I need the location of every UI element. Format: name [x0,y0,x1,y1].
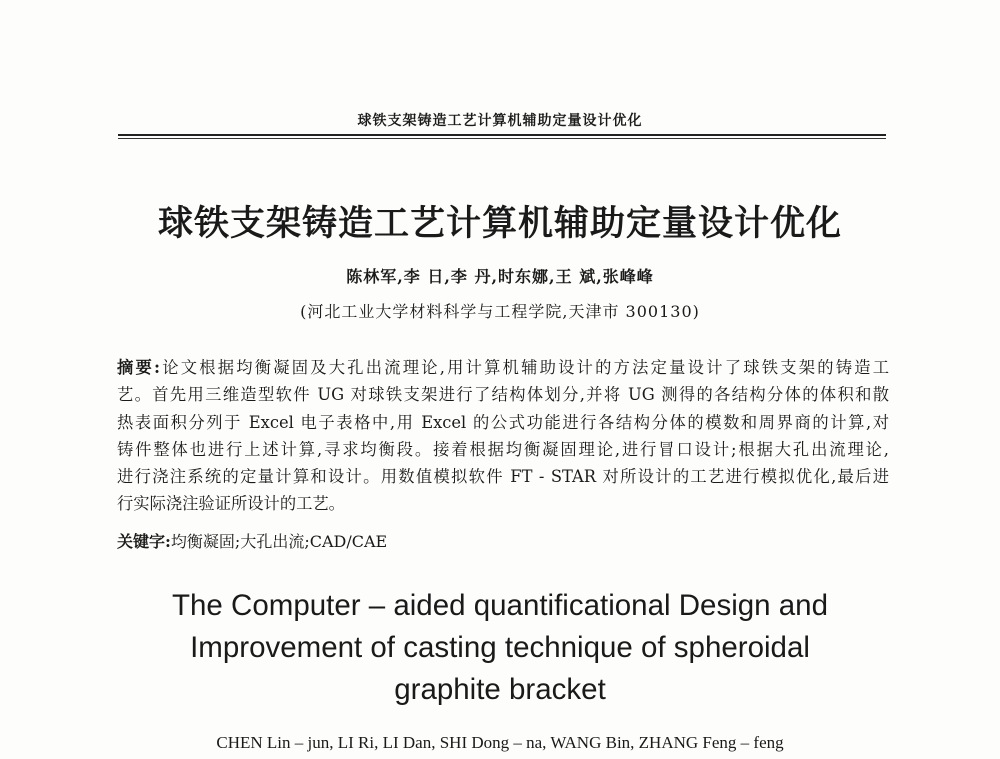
keywords-text: 均衡凝固;大孔出流;CAD/CAE [170,532,388,551]
abstract-line: 进行浇注系统的定量计算和设计。用数值模拟软件 FT - STAR 对所设计的工艺进行模拟优化,最后进 [117,467,889,487]
abstract-label: 摘要: [117,358,161,377]
paper-title: 球铁支架铸造工艺计算机辅助定量设计优化 [157,204,842,244]
keywords-label: 关键字: [117,532,171,551]
abstract-line: 艺。首先用三维造型软件 UG 对球铁支架进行了结构体划分,并将 UG 测得的各结构分体的体积和散 [117,385,889,405]
keywords [117,529,387,552]
english-title-line: Improvement of casting technique of spheroidal [190,631,810,664]
english-title-line: The Computer – aided quantificational Design and [172,589,828,622]
english-title [0,585,1000,711]
running-head: 球铁支架铸造工艺计算机辅助定量设计优化 [357,113,643,129]
abstract-line: 热表面积分列于 Excel 电子表格中,用 Excel 的公式功能进行各结构分体的模数和周界商的计算,对 [117,412,889,432]
abstract-line: 摘要:论文根据均衡凝固及大孔出流理论,用计算机辅助设计的方法定量设计了球铁支架的铸造工 [117,358,889,377]
authors: 陈林军,李 日,李 丹,时东娜,王 斌,张峰峰 [346,267,654,286]
header-rule [118,134,886,136]
english-title-line: graphite bracket [394,673,606,706]
abstract-line: 行实际浇注验证所设计的工艺。 [117,494,345,514]
english-authors: CHEN Lin – jun, LI Ri, LI Dan, SHI Dong – na, WANG Bin, ZHANG Feng – feng [216,733,784,752]
abstract-line: 铸件整体也进行上述计算,寻求均衡段。接着根据均衡凝固理论,进行冒口设计;根据大孔出流理论, [117,439,889,459]
header-rule-thin [118,138,886,139]
affiliation: (河北工业大学材料科学与工程学院,天津市 300130) [300,302,700,321]
abstract [117,354,889,518]
